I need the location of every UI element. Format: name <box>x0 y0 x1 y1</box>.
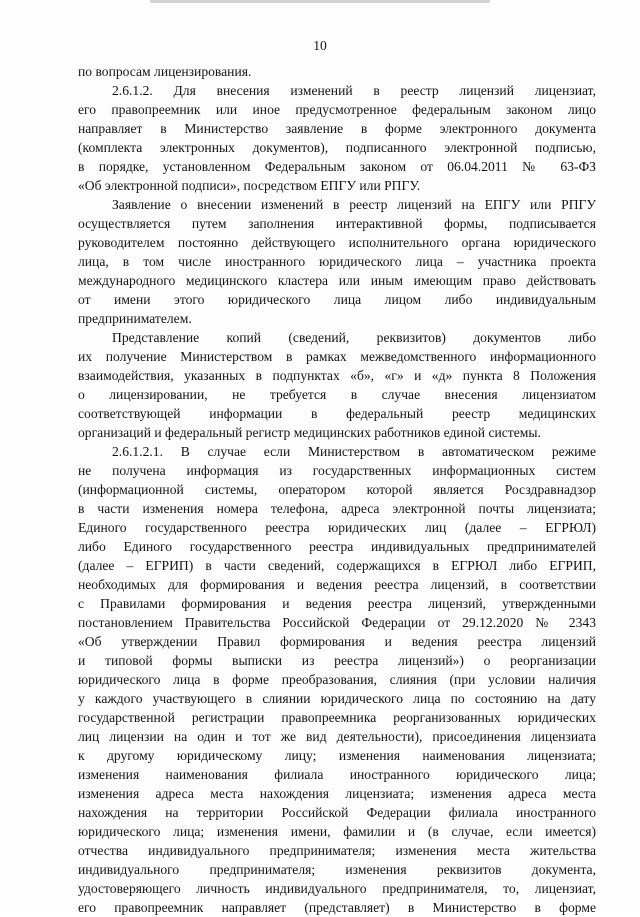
text-line: в порядке, установленном Федеральным законом от 06.04.2011 № 63-ФЗ <box>78 159 596 174</box>
text-line: к другому юридическому лицу; изменения наименования лицензиата; <box>78 748 596 763</box>
text-line: удостоверяющего личность индивидуального предпринимателя, то, лицензиат, <box>78 881 596 896</box>
text-line: международного медицинского кластера или иным имеющим право действовать <box>78 273 596 288</box>
text-line: 2.6.1.2.1. В случае если Министерством в автоматическом режиме <box>112 444 596 459</box>
text-line: не получена информация из государственных информационных систем <box>78 463 596 478</box>
text-line: с Правилами формирования и ведения реестра лицензий, утвержденными <box>78 596 596 611</box>
text-line: Единого государственного реестра юридических лиц (далее – ЕГРЮЛ) <box>78 520 596 535</box>
text-line: изменения адреса места нахождения лицензиата; изменения адреса места <box>78 786 596 801</box>
text-line: «Об электронной подписи», посредством ЕПГУ или РПГУ. <box>78 178 421 193</box>
text-line: предпринимателем. <box>78 311 192 326</box>
text-line: о лицензировании, не требуется в случае внесения лицензиатом <box>78 387 596 402</box>
text-line: юридического лица; изменения имени, фамилии и (в случае, если имеется) <box>78 824 596 839</box>
text-line: организаций и федеральный регистр медицинских работников единой системы. <box>78 425 541 440</box>
text-line: юридического лица в форме преобразования, слияния (при условии наличия <box>78 672 596 687</box>
text-line: направляет в Министерство заявление в форме электронного документа <box>78 121 596 136</box>
text-line: от имени этого юридического лица лицом либо индивидуальным <box>78 292 596 307</box>
text-line: его правопреемник направляет (представляет) в Министерство в форме <box>78 900 596 915</box>
text-line: Представление копий (сведений, реквизитов) документов либо <box>112 330 596 345</box>
document-body <box>78 62 596 917</box>
text-line: постановлением Правительства Российской Федерации от 29.12.2020 № 2343 <box>78 615 596 630</box>
text-line: лица, в том числе иностранного юридического лица – участника проекта <box>78 254 596 269</box>
text-line: лиц лицензии на один и тот же вид деятельности), присоединения лицензиата <box>78 729 596 744</box>
text-line: их получение Министерством в рамках межведомственного информационного <box>78 349 596 364</box>
text-line: 2.6.1.2. Для внесения изменений в реестр лицензий лицензиат, <box>112 83 596 98</box>
text-line: нахождения на территории Российской Федерации филиала иностранного <box>78 805 596 820</box>
text-line: в части изменения номера телефона, адреса электронной почты лицензиата; <box>78 501 596 516</box>
text-line: его правопреемник или иное предусмотренное федеральным законом лицо <box>78 102 596 117</box>
text-line: либо Единого государственного реестра индивидуальных предпринимателей <box>78 539 596 554</box>
text-line: изменения наименования филиала иностранного юридического лица; <box>78 767 596 782</box>
text-line: (информационной системы, оператором которой является Росздравнадзор <box>78 482 596 497</box>
text-line: (комплекта электронных документов), подписанного электронной подписью, <box>78 140 596 155</box>
text-line: государственной регистрации правопреемника реорганизованных юридических <box>78 710 596 725</box>
scan-edge-artifact <box>150 0 490 3</box>
text-line: руководителем постоянно действующего исполнительного органа юридического <box>78 235 596 250</box>
text-line: и типовой формы выписки из реестра лицензий») о реорганизации <box>78 653 596 668</box>
text-line: соответствующей информации в федеральный реестр медицинских <box>78 406 596 421</box>
page-number: 10 <box>313 38 327 53</box>
text-line: Заявление о внесении изменений в реестр лицензий на ЕПГУ или РПГУ <box>112 197 596 212</box>
text-line: (далее – ЕГРИП) в части сведений, содержащихся в ЕГРЮЛ либо ЕГРИП, <box>78 558 596 573</box>
text-line: индивидуального предпринимателя; изменения реквизитов документа, <box>78 862 596 877</box>
text-line: «Об утверждении Правил формирования и ведения реестра лицензий <box>78 634 596 649</box>
text-line: осуществляется путем заполнения интерактивной формы, подписывается <box>78 216 596 231</box>
text-line: необходимых для формирования и ведения реестра лицензий, в соответствии <box>78 577 596 592</box>
text-line: у каждого участвующего в слиянии юридического лица по состоянию на дату <box>78 691 596 706</box>
text-line: взаимодействия, указанных в подпунктах «б», «г» и «д» пункта 8 Положения <box>78 368 596 383</box>
text-line: отчества индивидуального предпринимателя; изменения места жительства <box>78 843 596 858</box>
text-line: по вопросам лицензирования. <box>78 64 252 79</box>
